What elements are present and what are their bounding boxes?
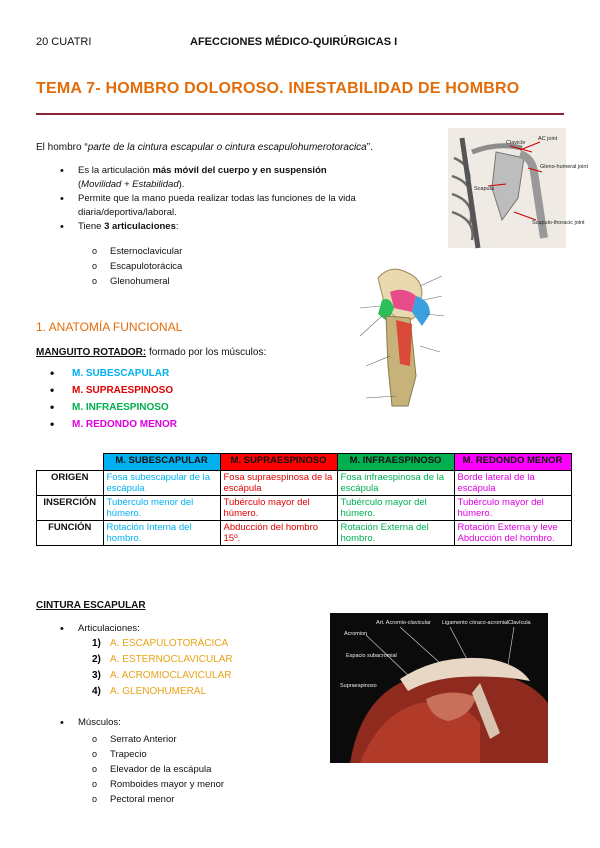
shoulder-skeleton-image: [448, 128, 588, 248]
table-row: [37, 471, 572, 496]
intro-paragraph: [36, 142, 373, 153]
page-title: TEMA 7- HOMBRO DOLOROSO. INESTABILIDAD DE HOMBRO: [36, 80, 520, 97]
col-header-supraespinoso: M. SUPRAESPINOSO: [220, 454, 337, 471]
articulation-label: A. GLENOHUMERAL: [110, 686, 207, 697]
list-item: [60, 220, 370, 234]
articulation-label: A. ESTERNOCLAVICULAR: [110, 654, 233, 665]
rotator-cuff-muscles: [50, 365, 177, 433]
item-number: 2): [92, 654, 101, 665]
intro-quote: parte de la cintura escapular o cintura escapulohumerotoracica: [87, 142, 367, 153]
muscle-label: M. INFRAESPINOSO: [72, 402, 169, 413]
bullet-text: (: [78, 179, 82, 190]
list-item: • Articulaciones:: [60, 622, 140, 636]
intro-suffix: ”.: [366, 142, 373, 153]
list-item: • Músculos:: [60, 716, 121, 730]
intro-bullets: [60, 164, 370, 234]
table-cell: Tubérculo menor del húmero.: [103, 496, 220, 521]
label-acromioclavicular: Art. Acromio-clavicular: [376, 620, 431, 626]
list-item: [60, 164, 370, 192]
label-scapulothoracic: Scapulo-thoracic joint: [532, 220, 585, 226]
list-item: [50, 365, 177, 382]
label-ac-joint: AC joint: [538, 136, 558, 142]
list-item: [92, 636, 233, 652]
label-glenohumeral: Gleno-humeral joint: [540, 164, 588, 170]
table-cell: Tubérculo mayor del húmero.: [454, 496, 571, 521]
table-cell: Fosa subescapular de la escápula: [103, 471, 220, 496]
header-course: 20 CUATRI: [36, 36, 92, 48]
section-heading-anatomia: 1. ANATOMÍA FUNCIONAL: [36, 320, 183, 334]
table-header-row: [37, 454, 572, 471]
list-item: o Elevador de la escápula: [92, 762, 224, 777]
list-item: o Serrato Anterior: [92, 732, 224, 747]
item-number: 1): [92, 638, 101, 649]
table-cell: Abducción del hombro 15º.: [220, 521, 337, 546]
list-item: [50, 399, 177, 416]
table-row: [37, 496, 572, 521]
shoulder-dissection-image: [330, 613, 548, 763]
item-number: 4): [92, 686, 101, 697]
table-cell: Fosa supraespinosa de la escápula: [220, 471, 337, 496]
row-header-insercion: INSERCIÓN: [37, 496, 104, 521]
list-item: [92, 652, 233, 668]
section-heading-cintura: CINTURA ESCAPULAR: [36, 600, 146, 611]
title-divider: [36, 113, 564, 115]
label-scapula: Scapula: [474, 186, 494, 192]
bullet-text: ).: [178, 179, 185, 190]
table-cell: Borde lateral de la escápula: [454, 471, 571, 496]
label-clavicula: Clavícula: [508, 620, 531, 626]
bullet-text: Es la articulación: [78, 165, 153, 176]
table-cell: Rotación Externa y leve Abducción del hombro.: [454, 521, 571, 546]
bullet-italic: Movilidad + Estabilidad: [81, 179, 179, 190]
list-item: [50, 382, 177, 399]
table-cell: Rotación Externa del hombro.: [337, 521, 454, 546]
table-cell: Rotación Interna del hombro.: [103, 521, 220, 546]
bullet-text: :: [175, 221, 179, 232]
articulation-label: A. ACROMIOCLAVICULAR: [110, 670, 232, 681]
manguito-text: formado por los músculos:: [146, 347, 267, 358]
col-header-subescapular: M. SUBESCAPULAR: [103, 454, 220, 471]
dissection-illustration: [330, 613, 548, 763]
col-header-redondo-menor: M. REDONDO MENOR: [454, 454, 571, 471]
list-item: o Trapecio: [92, 747, 224, 762]
label-supraespinoso: Supraespinoso: [340, 683, 377, 689]
table-cell: Tubérculo mayor del húmero.: [337, 496, 454, 521]
label-coracoacromial: Ligamento córaco-acromial: [442, 620, 509, 626]
table-cell: Tubérculo mayor del húmero.: [220, 496, 337, 521]
col-header-infraespinoso: M. INFRAESPINOSO: [337, 454, 454, 471]
list-item: [60, 192, 370, 220]
header-subject: AFECCIONES MÉDICO-QUIRÚRGICAS I: [190, 36, 398, 48]
list-item: [92, 668, 233, 684]
list-item: o Glenohumeral: [92, 274, 182, 289]
table-row: [37, 521, 572, 546]
bullet-bold: 3 articulaciones: [104, 221, 176, 232]
cintura-articulations: [92, 636, 233, 700]
table-cell: Fosa infraespinosa de la escápula: [337, 471, 454, 496]
manguito-rotador-intro: [36, 347, 266, 358]
bullet-text: Permite que la mano pueda realizar todas las funciones de la vida diaria/deportiva/laboral.: [78, 193, 356, 218]
row-header-origen: ORIGEN: [37, 471, 104, 496]
item-number: 3): [92, 670, 101, 681]
rotator-cuff-illustration: [330, 256, 480, 412]
intro-prefix: El hombro “: [36, 142, 88, 153]
row-header-funcion: FUNCIÓN: [37, 521, 104, 546]
list-item: o Romboides mayor y menor: [92, 777, 224, 792]
list-item: o Escapulotorácica: [92, 259, 182, 274]
cintura-bullets: [60, 622, 140, 636]
label-espacio-subacromial: Espacio subacromial: [346, 653, 397, 659]
articulation-list: [92, 244, 182, 289]
table-corner: [37, 454, 104, 471]
musculos-list: [92, 732, 224, 807]
muscle-label: M. REDONDO MENOR: [72, 419, 177, 430]
bullet-bold: más móvil del cuerpo y en suspensión: [152, 165, 327, 176]
bullet-text: Tiene: [78, 221, 105, 232]
list-item: o Esternoclavicular: [92, 244, 182, 259]
list-item: [50, 416, 177, 433]
rotator-cuff-table: [36, 453, 572, 546]
list-item: [92, 684, 233, 700]
label-clavicle: Clavicle: [506, 140, 526, 146]
articulation-label: A. ESCAPULOTORÁCICA: [110, 638, 229, 649]
musculos-bullets: [60, 716, 121, 730]
label-acromion: Acromion: [344, 631, 368, 637]
muscle-label: M. SUBESCAPULAR: [72, 368, 170, 379]
manguito-label: MANGUITO ROTADOR:: [36, 347, 147, 358]
list-item: o Pectoral menor: [92, 792, 224, 807]
rotator-cuff-image: [330, 256, 480, 412]
muscle-label: M. SUPRAESPINOSO: [72, 385, 174, 396]
skeleton-illustration: [448, 128, 588, 248]
